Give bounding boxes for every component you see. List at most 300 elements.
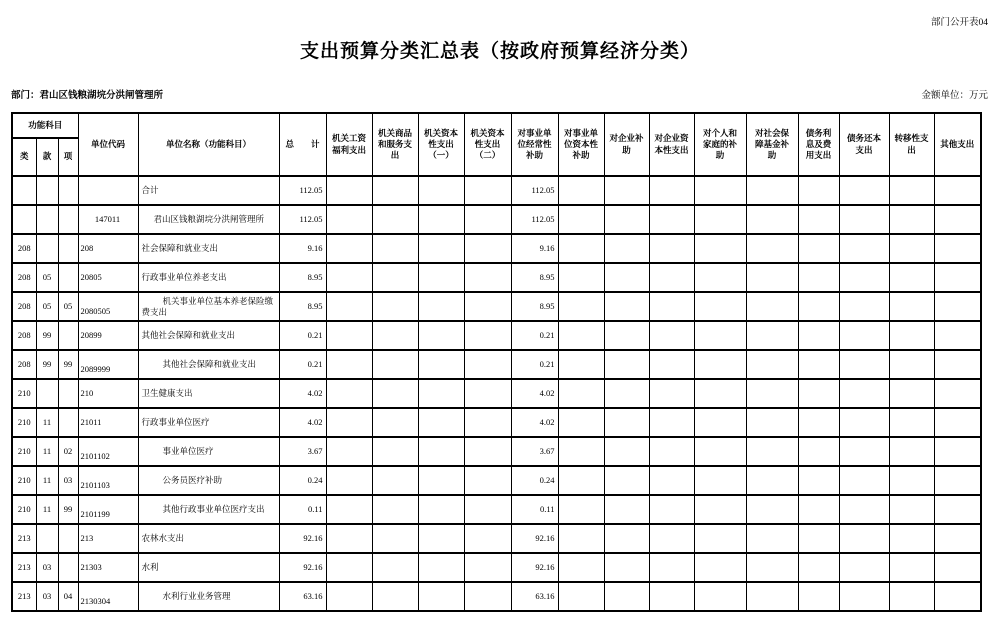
cell-value <box>934 176 981 205</box>
cell-clause-code <box>36 176 58 205</box>
cell-value <box>694 408 746 437</box>
cell-value <box>604 466 649 495</box>
cell-value <box>326 466 372 495</box>
cell-clause-code: 05 <box>36 263 58 292</box>
cell-unit-name: 卫生健康支出 <box>138 379 279 408</box>
cell-item-code <box>58 321 78 350</box>
cell-value <box>889 437 934 466</box>
cell-value: 0.11 <box>511 495 558 524</box>
cell-item-code: 99 <box>58 350 78 379</box>
cell-value <box>558 466 604 495</box>
cell-value <box>694 524 746 553</box>
cell-total: 63.16 <box>279 582 326 611</box>
cell-unit-name: 水利行业业务管理 <box>138 582 279 611</box>
cell-value <box>326 553 372 582</box>
cell-total: 92.16 <box>279 524 326 553</box>
cell-value <box>746 321 798 350</box>
cell-clause-code: 99 <box>36 350 58 379</box>
cell-value <box>746 205 798 234</box>
cell-item-code: 05 <box>58 292 78 321</box>
cell-category-code <box>12 176 36 205</box>
table-row <box>12 263 981 292</box>
cell-value <box>464 553 511 582</box>
cell-value <box>464 524 511 553</box>
cell-unit-name: 其他行政事业单位医疗支出 <box>138 495 279 524</box>
cell-value <box>372 350 418 379</box>
cell-unit-name: 社会保障和就业支出 <box>138 234 279 263</box>
cell-item-code: 04 <box>58 582 78 611</box>
department-label: 部门：君山区钱粮湖垸分洪闸管理所 <box>11 91 164 101</box>
cell-unit-code: 20899 <box>78 321 138 350</box>
cell-value <box>889 263 934 292</box>
cell-item-code <box>58 263 78 292</box>
cell-item-code: 99 <box>58 495 78 524</box>
cell-value <box>746 176 798 205</box>
cell-value: 4.02 <box>511 408 558 437</box>
cell-value <box>604 292 649 321</box>
cell-value <box>558 553 604 582</box>
cell-value <box>934 292 981 321</box>
cell-value <box>839 176 889 205</box>
cell-value <box>372 176 418 205</box>
cell-value <box>746 466 798 495</box>
cell-value <box>934 582 981 611</box>
cell-value: 8.95 <box>511 292 558 321</box>
cell-value <box>464 495 511 524</box>
cell-value <box>934 495 981 524</box>
cell-item-code <box>58 205 78 234</box>
cell-clause-code: 03 <box>36 582 58 611</box>
cell-value <box>934 437 981 466</box>
cell-value: 3.67 <box>511 437 558 466</box>
header-row-1 <box>12 113 981 138</box>
cell-value <box>746 495 798 524</box>
cell-category-code: 210 <box>12 408 36 437</box>
cell-value <box>746 437 798 466</box>
cell-value <box>798 437 839 466</box>
cell-value <box>464 437 511 466</box>
cell-category-code: 213 <box>12 553 36 582</box>
cell-value <box>839 495 889 524</box>
cell-unit-code: 2130304 <box>78 582 138 611</box>
cell-value <box>746 553 798 582</box>
cell-unit-name: 机关事业单位基本养老保险缴费支出 <box>138 292 279 321</box>
cell-unit-code: 2089999 <box>78 350 138 379</box>
cell-value <box>934 321 981 350</box>
cell-value <box>889 205 934 234</box>
cell-value <box>839 350 889 379</box>
cell-value <box>694 553 746 582</box>
cell-value <box>934 553 981 582</box>
cell-value <box>798 176 839 205</box>
cell-value <box>604 263 649 292</box>
cell-value <box>694 205 746 234</box>
cell-item-code <box>58 176 78 205</box>
cell-total: 0.24 <box>279 466 326 495</box>
cell-value <box>694 292 746 321</box>
cell-value <box>604 350 649 379</box>
cell-value <box>418 524 464 553</box>
col-header-org-capital-1: 机关资本性支出（一） <box>418 113 464 176</box>
cell-value <box>839 234 889 263</box>
cell-clause-code <box>36 524 58 553</box>
cell-unit-name: 公务员医疗补助 <box>138 466 279 495</box>
cell-value <box>649 466 694 495</box>
cell-value <box>746 263 798 292</box>
cell-value <box>372 205 418 234</box>
cell-value <box>558 321 604 350</box>
cell-unit-code: 210 <box>78 379 138 408</box>
cell-value <box>839 205 889 234</box>
cell-value <box>694 495 746 524</box>
cell-value <box>694 350 746 379</box>
cell-value <box>558 437 604 466</box>
cell-value <box>418 379 464 408</box>
cell-value <box>798 524 839 553</box>
cell-value <box>326 263 372 292</box>
cell-category-code: 208 <box>12 350 36 379</box>
cell-value: 4.02 <box>511 379 558 408</box>
cell-value <box>889 379 934 408</box>
cell-value <box>372 495 418 524</box>
cell-category-code: 210 <box>12 466 36 495</box>
cell-value: 112.05 <box>511 176 558 205</box>
cell-value: 9.16 <box>511 234 558 263</box>
cell-value <box>746 524 798 553</box>
cell-clause-code: 05 <box>36 292 58 321</box>
cell-value <box>889 292 934 321</box>
cell-value <box>604 582 649 611</box>
col-header-other-expenditure: 其他支出 <box>934 113 981 176</box>
cell-unit-name: 行政事业单位医疗 <box>138 408 279 437</box>
cell-value <box>372 379 418 408</box>
cell-category-code: 208 <box>12 234 36 263</box>
cell-value: 0.21 <box>511 350 558 379</box>
cell-item-code <box>58 408 78 437</box>
cell-item-code <box>58 379 78 408</box>
cell-value <box>418 466 464 495</box>
cell-value <box>839 437 889 466</box>
cell-value <box>418 321 464 350</box>
cell-value <box>604 408 649 437</box>
cell-value <box>558 582 604 611</box>
cell-value <box>889 350 934 379</box>
cell-category-code: 210 <box>12 379 36 408</box>
cell-value <box>889 408 934 437</box>
cell-value <box>694 263 746 292</box>
cell-value <box>326 176 372 205</box>
cell-value <box>694 582 746 611</box>
cell-unit-name: 水利 <box>138 553 279 582</box>
cell-value <box>464 408 511 437</box>
cell-value <box>464 350 511 379</box>
cell-value <box>746 379 798 408</box>
cell-value <box>604 495 649 524</box>
cell-value <box>326 582 372 611</box>
cell-value <box>746 234 798 263</box>
cell-total: 8.95 <box>279 292 326 321</box>
cell-value <box>372 582 418 611</box>
table-row <box>12 350 981 379</box>
cell-unit-code: 2080505 <box>78 292 138 321</box>
table-body <box>12 176 981 611</box>
budget-table <box>11 112 982 612</box>
cell-unit-name: 其他社会保障和就业支出 <box>138 321 279 350</box>
cell-value <box>798 292 839 321</box>
col-header-enterprise-subsidy: 对企业补助 <box>604 113 649 176</box>
cell-item-code <box>58 524 78 553</box>
cell-value <box>889 524 934 553</box>
cell-unit-name: 行政事业单位养老支出 <box>138 263 279 292</box>
cell-value <box>798 553 839 582</box>
cell-value <box>372 437 418 466</box>
cell-value <box>889 321 934 350</box>
cell-unit-code: 2101103 <box>78 466 138 495</box>
cell-unit-name: 其他社会保障和就业支出 <box>138 350 279 379</box>
cell-unit-code: 208 <box>78 234 138 263</box>
table-header <box>12 113 981 176</box>
cell-value <box>649 292 694 321</box>
cell-value <box>839 263 889 292</box>
cell-value <box>839 553 889 582</box>
cell-value <box>464 466 511 495</box>
cell-value <box>372 408 418 437</box>
cell-unit-code: 2101199 <box>78 495 138 524</box>
cell-value <box>604 234 649 263</box>
col-header-unit-code: 单位代码 <box>78 113 138 176</box>
cell-category-code: 213 <box>12 582 36 611</box>
cell-value <box>326 495 372 524</box>
amount-unit-label: 金额单位：万元 <box>921 91 988 101</box>
table-row <box>12 234 981 263</box>
cell-value <box>372 553 418 582</box>
cell-value <box>649 553 694 582</box>
cell-value <box>558 176 604 205</box>
cell-value <box>372 524 418 553</box>
cell-value <box>649 495 694 524</box>
cell-clause-code <box>36 379 58 408</box>
cell-item-code <box>58 234 78 263</box>
cell-value <box>558 263 604 292</box>
cell-unit-name: 事业单位医疗 <box>138 437 279 466</box>
cell-unit-name: 合计 <box>138 176 279 205</box>
cell-value <box>798 234 839 263</box>
cell-value <box>464 292 511 321</box>
cell-value <box>418 495 464 524</box>
cell-value <box>649 437 694 466</box>
cell-value <box>418 176 464 205</box>
cell-unit-name: 农林水支出 <box>138 524 279 553</box>
cell-value <box>604 524 649 553</box>
cell-value <box>418 234 464 263</box>
col-header-clause: 款 <box>36 138 58 176</box>
cell-value <box>558 205 604 234</box>
cell-value <box>649 379 694 408</box>
cell-value <box>604 176 649 205</box>
cell-value <box>934 524 981 553</box>
cell-category-code: 210 <box>12 495 36 524</box>
cell-value <box>464 205 511 234</box>
table-row <box>12 408 981 437</box>
col-header-org-capital-2: 机关资本性支出（二） <box>464 113 511 176</box>
cell-value <box>558 234 604 263</box>
cell-value <box>889 582 934 611</box>
cell-value <box>694 176 746 205</box>
col-header-org-wage-welfare: 机关工资福利支出 <box>326 113 372 176</box>
cell-value <box>418 263 464 292</box>
cell-value <box>694 437 746 466</box>
cell-category-code: 208 <box>12 321 36 350</box>
cell-value <box>839 321 889 350</box>
cell-value <box>694 234 746 263</box>
cell-value <box>418 437 464 466</box>
cell-value <box>418 350 464 379</box>
table-row <box>12 466 981 495</box>
cell-value <box>326 524 372 553</box>
cell-value <box>889 553 934 582</box>
cell-unit-code: 213 <box>78 524 138 553</box>
cell-value <box>604 205 649 234</box>
col-header-func-group: 功能科目 <box>12 113 78 138</box>
cell-value <box>604 321 649 350</box>
cell-value <box>934 408 981 437</box>
cell-unit-code: 2101102 <box>78 437 138 466</box>
cell-value <box>934 379 981 408</box>
cell-total: 4.02 <box>279 379 326 408</box>
cell-unit-code: 147011 <box>78 205 138 234</box>
col-header-debt-interest-fees: 债务利息及费用支出 <box>798 113 839 176</box>
meta-row <box>11 87 988 101</box>
cell-value <box>326 234 372 263</box>
cell-value <box>746 582 798 611</box>
cell-unit-code <box>78 176 138 205</box>
cell-value <box>418 292 464 321</box>
table-row <box>12 379 981 408</box>
cell-category-code: 213 <box>12 524 36 553</box>
cell-value <box>839 582 889 611</box>
cell-value: 63.16 <box>511 582 558 611</box>
cell-value <box>839 292 889 321</box>
page-title: 支出预算分类汇总表（按政府预算经济分类） <box>299 41 700 62</box>
cell-value <box>798 379 839 408</box>
table-row <box>12 176 981 205</box>
cell-value <box>798 205 839 234</box>
col-header-transfer-expenditure: 转移性支出 <box>889 113 934 176</box>
cell-value <box>798 263 839 292</box>
cell-clause-code: 11 <box>36 437 58 466</box>
cell-value <box>326 292 372 321</box>
cell-value: 92.16 <box>511 524 558 553</box>
cell-value <box>798 408 839 437</box>
cell-value <box>649 205 694 234</box>
cell-value <box>558 524 604 553</box>
cell-value <box>418 553 464 582</box>
cell-category-code: 208 <box>12 263 36 292</box>
table-row <box>12 582 981 611</box>
cell-value <box>558 495 604 524</box>
cell-value <box>372 234 418 263</box>
cell-clause-code: 11 <box>36 408 58 437</box>
col-header-institution-recurrent-subsidy: 对事业单位经常性补助 <box>511 113 558 176</box>
cell-value <box>746 350 798 379</box>
cell-value <box>372 321 418 350</box>
cell-value <box>934 263 981 292</box>
cell-total: 3.67 <box>279 437 326 466</box>
cell-value <box>418 205 464 234</box>
cell-item-code: 03 <box>58 466 78 495</box>
cell-value <box>604 379 649 408</box>
cell-total: 4.02 <box>279 408 326 437</box>
cell-value <box>839 379 889 408</box>
col-header-category: 类 <box>12 138 36 176</box>
cell-value <box>326 408 372 437</box>
col-header-item: 项 <box>58 138 78 176</box>
cell-value <box>798 350 839 379</box>
cell-item-code: 02 <box>58 437 78 466</box>
cell-value <box>464 379 511 408</box>
cell-value <box>604 437 649 466</box>
cell-value <box>694 321 746 350</box>
cell-value <box>326 350 372 379</box>
cell-value <box>934 234 981 263</box>
cell-unit-code: 21303 <box>78 553 138 582</box>
cell-unit-code: 20805 <box>78 263 138 292</box>
cell-total: 92.16 <box>279 553 326 582</box>
cell-value <box>889 495 934 524</box>
cell-value <box>558 350 604 379</box>
cell-value <box>649 350 694 379</box>
cell-value <box>798 321 839 350</box>
cell-value <box>649 524 694 553</box>
cell-value <box>889 176 934 205</box>
cell-value <box>464 263 511 292</box>
cell-value <box>326 205 372 234</box>
cell-total: 0.21 <box>279 350 326 379</box>
col-header-social-security-fund-subsidy: 对社会保障基金补助 <box>746 113 798 176</box>
table-row <box>12 553 981 582</box>
cell-value <box>649 582 694 611</box>
cell-value <box>889 234 934 263</box>
cell-value <box>464 176 511 205</box>
cell-value <box>372 466 418 495</box>
cell-total: 8.95 <box>279 263 326 292</box>
cell-clause-code: 03 <box>36 553 58 582</box>
cell-value <box>934 350 981 379</box>
cell-value <box>746 292 798 321</box>
cell-value <box>326 379 372 408</box>
cell-unit-code: 21011 <box>78 408 138 437</box>
cell-value <box>649 321 694 350</box>
col-header-org-goods-services: 机关商品和服务支出 <box>372 113 418 176</box>
cell-clause-code: 99 <box>36 321 58 350</box>
cell-value: 92.16 <box>511 553 558 582</box>
cell-value <box>839 466 889 495</box>
cell-value <box>418 408 464 437</box>
cell-category-code <box>12 205 36 234</box>
cell-value <box>558 379 604 408</box>
cell-value <box>839 524 889 553</box>
cell-clause-code <box>36 234 58 263</box>
cell-total: 0.21 <box>279 321 326 350</box>
cell-value <box>372 263 418 292</box>
cell-value <box>839 408 889 437</box>
cell-value <box>649 263 694 292</box>
col-header-institution-capital-subsidy: 对事业单位资本性补助 <box>558 113 604 176</box>
table-row <box>12 524 981 553</box>
cell-value <box>464 582 511 611</box>
table-row <box>12 205 981 234</box>
col-header-debt-principal: 债务还本支出 <box>839 113 889 176</box>
